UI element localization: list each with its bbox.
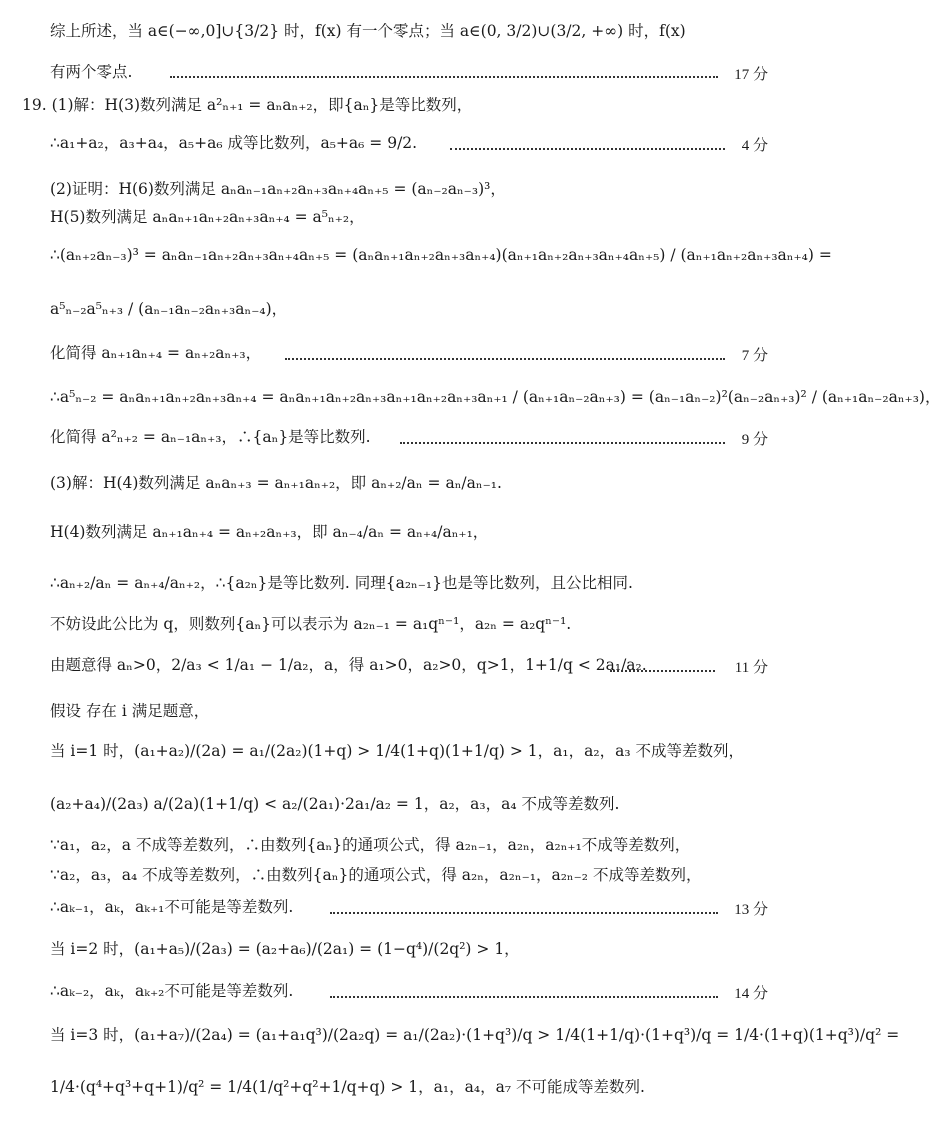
text-line-8: a⁵ₙ₋₂a⁵ₙ₊₃ / (aₙ₋₁aₙ₋₂aₙ₊₃aₙ₋₄)， <box>50 300 288 318</box>
leader-dots-4 <box>450 148 725 150</box>
text-line-14: ∴aₙ₊₂/aₙ = aₙ₊₄/aₙ₊₂，∴{a₂ₙ}是等比数列. 同理{a₂ₙ₋₁}也是等比数列，且公比相同. <box>50 574 633 592</box>
text-line-4: ∴a₁+a₂，a₃+a₄，a₅+a₆ 成等比数列，a₅+a₆ = 9/2. <box>50 134 418 152</box>
text-line-20: ∵a₁，a₂，a 不成等差数列，∴由数列{aₙ}的通项公式，得 a₂ₙ₋₁，a₂ₙ，a₂ₙ₊₁不成等差数列， <box>50 836 691 854</box>
text-line-6: H(5)数列满足 aₙaₙ₊₁aₙ₊₂aₙ₊₃aₙ₊₄ = a⁵ₙ₊₂， <box>50 208 365 226</box>
text-line-15: 不妨设此公比为 q，则数列{aₙ}可以表示为 a₂ₙ₋₁ = a₁qⁿ⁻¹，a₂ₙ = a₂qⁿ⁻¹. <box>50 615 572 633</box>
score-4: 4 分 <box>741 138 768 154</box>
text-line-13: H(4)数列满足 aₙ₊₁aₙ₊₄ = aₙ₊₂aₙ₊₃，即 aₙ₋₄/aₙ = aₙ₊₄/aₙ₊₁， <box>50 523 489 541</box>
text-line-24: ∴aₖ₋₂，aₖ，aₖ₊₂不可能是等差数列. <box>50 982 294 1000</box>
text-line-10: ∴a⁵ₙ₋₂ = aₙaₙ₊₁aₙ₊₂aₙ₊₃aₙ₊₄ = aₙaₙ₊₁aₙ₊₂aₙ₊₃aₙ₊₁aₙ₊₂aₙ₊₃aₙ₊₁ / (aₙ₊₁aₙ₋₂aₙ₊₃) = (aₙ₋₁aₙ₋₂)²(aₙ₋₂aₙ₊₃)² / (aₙ₊₁aₙ₋₂aₙ₊₃)， <box>50 388 940 406</box>
text-line-17: 假设 存在 i 满足题意， <box>50 702 210 720</box>
text-line-1: 综上所述，当 a∈(−∞,0]∪{3/2} 时，f(x) 有一个零点；当 a∈(0, 3/2)∪(3/2, +∞) 时，f(x) <box>50 22 686 40</box>
score-17: 17 分 <box>734 67 768 83</box>
text-line-7: ∴(aₙ₊₂aₙ₋₃)³ = aₙaₙ₋₁aₙ₊₂aₙ₊₃aₙ₊₄aₙ₊₅ = (aₙaₙ₊₁aₙ₊₂aₙ₊₃aₙ₊₄)(aₙ₊₁aₙ₊₂aₙ₊₃aₙ₊₄aₙ₊₅) / (aₙ₊₁aₙ₊₂aₙ₊₃aₙ₊₄) = <box>50 246 832 264</box>
score-11: 11 分 <box>734 660 768 676</box>
text-line-18: 当 i=1 时，(a₁+a₂)/(2a) = a₁/(2a₂)(1+q) > 1/4(1+q)(1+1/q) > 1，a₁，a₂，a₃ 不成等差数列， <box>50 742 744 760</box>
text-line-3: 19. (1)解：H(3)数列满足 a²ₙ₊₁ = aₙaₙ₊₂，即{aₙ}是等比数列， <box>22 96 473 114</box>
score-14: 14 分 <box>734 986 768 1002</box>
text-line-11: 化简得 a²ₙ₊₂ = aₙ₋₁aₙ₊₃，∴{aₙ}是等比数列. <box>50 428 371 446</box>
leader-dots-17 <box>170 76 718 78</box>
leader-dots-11 <box>610 670 715 672</box>
text-line-25: 当 i=3 时，(a₁+a₇)/(2a₄) = (a₁+a₁q³)/(2a₂q) = a₁/(2a₂)·(1+q³)/q > 1/4(1+1/q)·(1+q³)/q = 1/4·(1+q)(1+q³)/q² = <box>50 1026 900 1044</box>
text-line-5: (2)证明：H(6)数列满足 aₙaₙ₋₁aₙ₊₂aₙ₊₃aₙ₊₄aₙ₊₅ = (aₙ₋₂aₙ₋₃)³， <box>50 180 506 198</box>
text-line-22: ∴aₖ₋₁，aₖ，aₖ₊₁不可能是等差数列. <box>50 898 294 916</box>
score-13: 13 分 <box>734 902 768 918</box>
text-line-19: (a₂+a₄)/(2a₃) a/(2a)(1+1/q) < a₂/(2a₁)·2a₁/a₂ = 1，a₂，a₃，a₄ 不成等差数列. <box>50 795 620 813</box>
score-9: 9 分 <box>741 432 768 448</box>
text-line-21: ∵a₂，a₃，a₄ 不成等差数列，∴由数列{aₙ}的通项公式，得 a₂ₙ，a₂ₙ₋₁，a₂ₙ₋₂ 不成等差数列， <box>50 866 702 884</box>
text-line-9: 化简得 aₙ₊₁aₙ₊₄ = aₙ₊₂aₙ₊₃， <box>50 344 262 362</box>
text-line-23: 当 i=2 时，(a₁+a₅)/(2a₃) = (a₂+a₆)/(2a₁) = (1−q⁴)/(2q²) > 1， <box>50 940 520 958</box>
score-7: 7 分 <box>741 348 768 364</box>
leader-dots-14 <box>330 996 718 998</box>
leader-dots-7 <box>285 358 725 360</box>
text-line-12: (3)解：H(4)数列满足 aₙaₙ₊₃ = aₙ₊₁aₙ₊₂，即 aₙ₊₂/aₙ = aₙ/aₙ₋₁. <box>50 474 502 492</box>
leader-dots-9 <box>400 442 725 444</box>
text-line-16: 由题意得 aₙ>0，2/a₃ < 1/a₁ − 1/a₂，a，得 a₁>0，a₂>0，q>1，1+1/q < 2a₁/a₂. <box>50 656 647 674</box>
leader-dots-13 <box>330 912 718 914</box>
text-line-26: 1/4·(q⁴+q³+q+1)/q² = 1/4(1/q²+q²+1/q+q) > 1，a₁，a₄，a₇ 不可能成等差数列. <box>50 1078 645 1096</box>
text-line-2: 有两个零点. <box>50 63 133 81</box>
